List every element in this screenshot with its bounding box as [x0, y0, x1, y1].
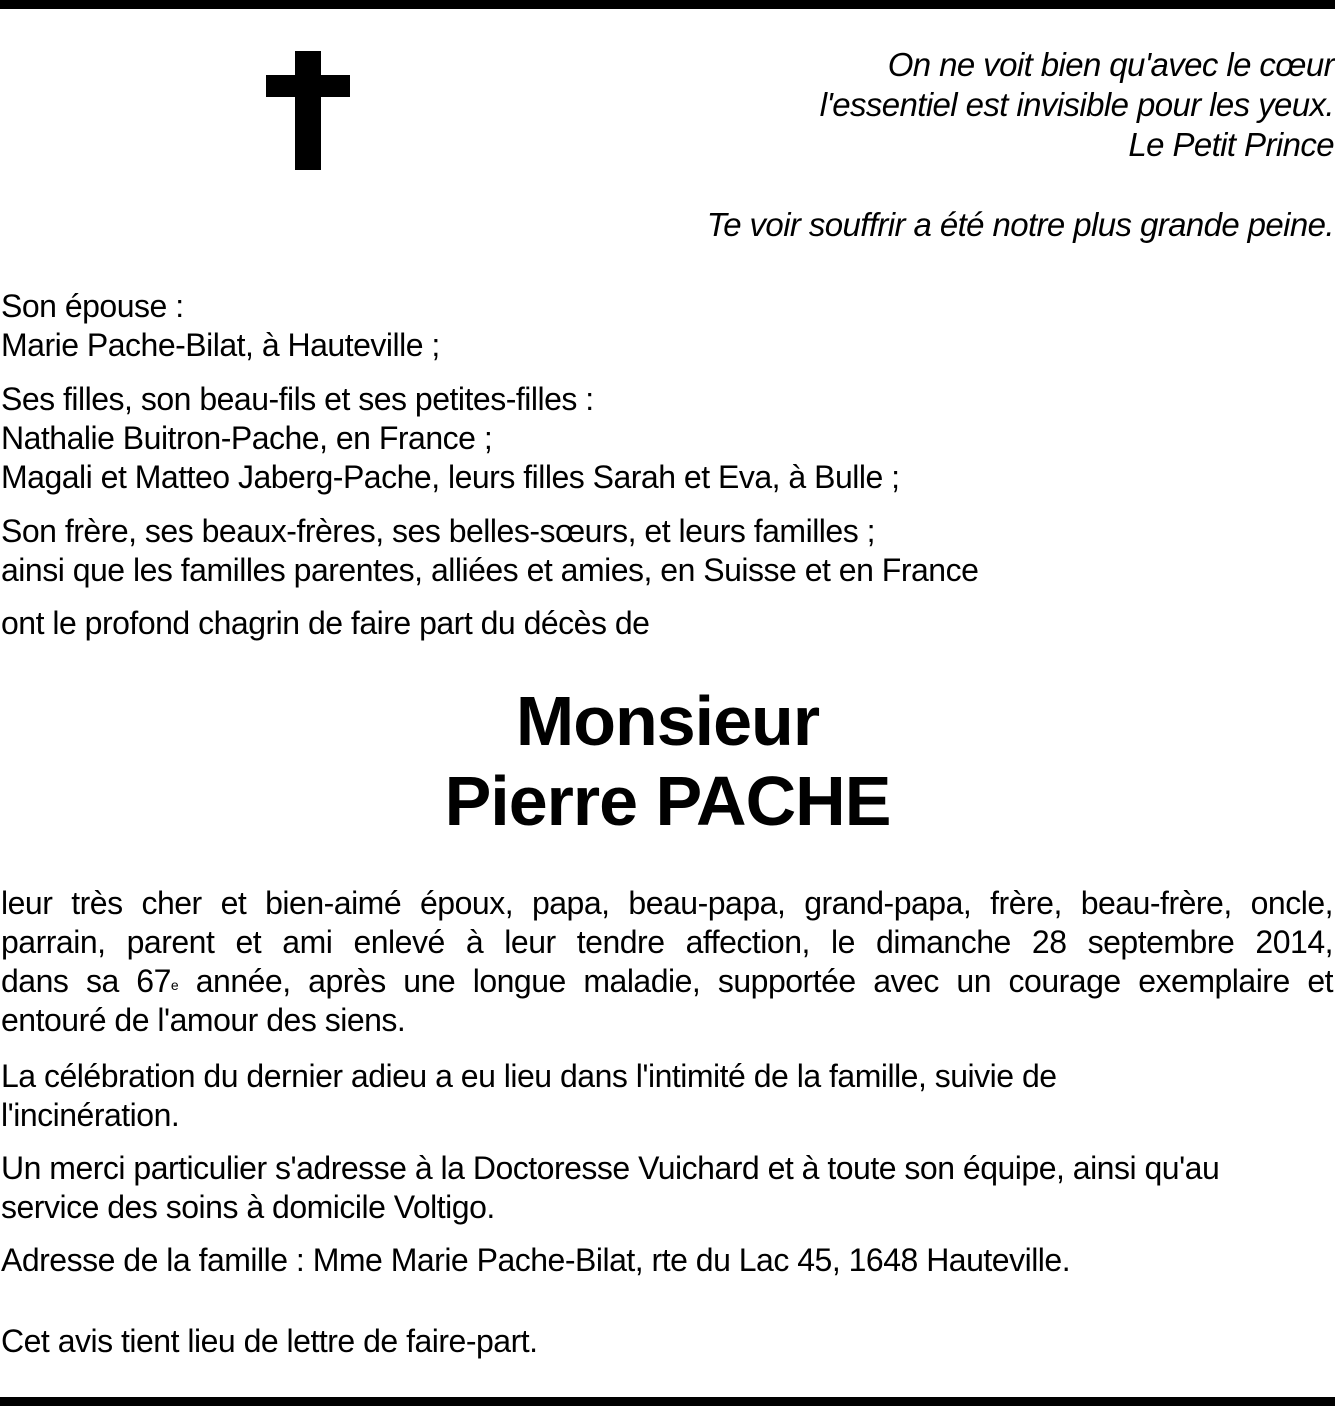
thanks-paragraph [1, 1149, 1219, 1227]
top-border-rule [0, 0, 1335, 9]
epigraph-second-quote [707, 205, 1334, 245]
tribute-line: entouré de l'amour des siens. [1, 1002, 406, 1038]
relatives-block [1, 512, 978, 590]
relatives-line: Son frère, ses beaux-frères, ses belles-sœurs, et leurs familles ; [1, 513, 875, 549]
ceremony-line: l'incinération. [1, 1097, 180, 1133]
family-address [1, 1241, 1070, 1280]
epigraph-line: l'essentiel est invisible pour les yeux. [819, 86, 1334, 123]
address-text: Adresse de la famille : Mme Marie Pache-Bilat, rte du Lac 45, 1648 Hauteville. [1, 1242, 1071, 1278]
relatives-line: ainsi que les familles parentes, alliées et amies, en Suisse et en France [1, 552, 979, 588]
ordinal-superscript: e [170, 977, 179, 993]
ceremony-line: La célébration du dernier adieu a eu lieu dans l'intimité de la famille, suivie de [1, 1058, 1057, 1094]
announcement-text: ont le profond chagrin de faire part du décès de [1, 605, 650, 641]
closing-text: Cet avis tient lieu de lettre de faire-part. [1, 1323, 538, 1359]
thanks-line: Un merci particulier s'adresse à la Doctoresse Vuichard et à toute son équipe, ainsi qu'au [1, 1150, 1220, 1186]
spouse-name: Marie Pache-Bilat, à Hauteville ; [1, 327, 440, 363]
tribute-paragraph [1, 884, 1333, 1040]
children-heading: Ses filles, son beau-fils et ses petites-filles : [1, 381, 594, 417]
ceremony-paragraph [1, 1057, 1057, 1135]
tribute-line: parrain, parent et ami enlevé à leur tendre affection, le dimanche 28 septembre 2014, [1, 924, 1333, 960]
tribute-age-prefix: dans sa 67 [1, 963, 171, 999]
bottom-border-rule [0, 1397, 1335, 1406]
deceased-name: Pierre PACHE [444, 762, 891, 840]
tribute-line [1, 962, 1333, 1001]
spouse-block [1, 287, 440, 365]
closing-note [1, 1322, 538, 1361]
tribute-age-suffix: année, après une longue maladie, supportée avec un courage exemplaire et [178, 963, 1334, 999]
child-entry: Nathalie Buitron-Pache, en France ; [1, 420, 493, 456]
epigraph-attribution: Le Petit Prince [1128, 126, 1334, 163]
epigraph-second-line: Te voir souffrir a été notre plus grande peine. [706, 206, 1334, 243]
epigraph-line: On ne voit bien qu'avec le cœur [887, 46, 1334, 83]
cross-icon [266, 51, 350, 170]
thanks-line: service des soins à domicile Voltigo. [1, 1189, 495, 1225]
epigraph-quote [820, 45, 1334, 165]
deceased-title: Monsieur [515, 682, 820, 760]
deceased-name-block [0, 681, 1335, 841]
tribute-line: leur très cher et bien-aimé époux, papa, beau-papa, grand-papa, frère, beau-frère, oncle, [1, 885, 1333, 921]
spouse-heading: Son épouse : [1, 288, 184, 324]
children-block [1, 380, 900, 497]
child-entry: Magali et Matteo Jaberg-Pache, leurs filles Sarah et Eva, à Bulle ; [1, 459, 900, 495]
announcement-line [1, 604, 649, 643]
